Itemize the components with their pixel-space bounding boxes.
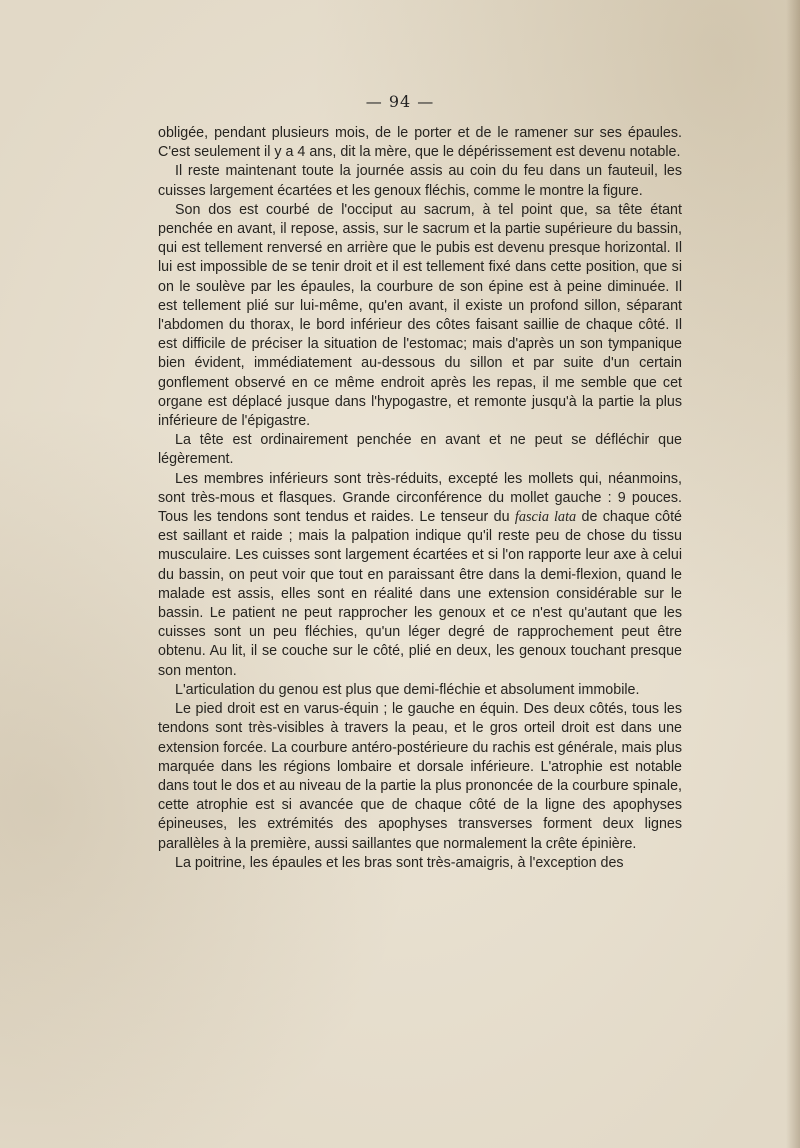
body-text bbox=[158, 124, 682, 873]
paragraph: La poitrine, les épaules et les bras sont très-amaigris, à l'exception des bbox=[175, 854, 624, 871]
page-edge-shadow bbox=[786, 0, 800, 1148]
paragraph bbox=[158, 470, 682, 681]
paragraph: Il reste maintenant toute la journée assis au coin du feu dans un fauteuil, les cuisses largement écartées et les genoux fléchis, comme le montre la figure. bbox=[158, 163, 682, 199]
paragraph: La tête est ordinairement penchée en avant et ne peut se défléchir que légèrement. bbox=[158, 432, 682, 468]
paragraph: obligée, pendant plusieurs mois, de le porter et de le ramener sur ses épaules. C'est seulement il y a 4 ans, dit la mère, que le dépérissement est devenu notable. bbox=[158, 125, 682, 161]
paragraph: L'articulation du genou est plus que demi-fléchie et absolument immobile. bbox=[175, 681, 640, 698]
text-run: Les membres inférieurs sont très-réduits, excepté les mollets qui, néanmoins, sont très-mous et flasques. Grande circonférence du mollet gauche : 9 pouces. Tous les tendons sont tendus et raides. Le tenseur du bbox=[158, 470, 682, 526]
text-run: de chaque côté est saillant et raide ; mais la palpation indique qu'il reste peu de chose du tissu musculaire. Les cuisses sont largement écartées et si l'on rapporte leur axe à celui du bassin, on peut voir que tout en paraissant être dans la demi-flexion, quand le malade est assis, elles sont en réalité dans une extension considérable sur le bassin. Le patient ne peut rapprocher les genoux et ce n'est qu'autant que les cuisses sont un peu fléchies, qu'un léger degré de rapprochement peut être obtenu. Au lit, il se couche sur le côté, plié en deux, les genoux touchant presque son menton. bbox=[158, 509, 683, 679]
italic-term: fascia lata bbox=[514, 509, 577, 526]
page-number: — 94 — bbox=[365, 92, 435, 111]
paragraph: Le pied droit est en varus-équin ; le gauche en équin. Des deux côtés, tous les tendons sont très-visibles à travers la peau, et le gros orteil droit est dans une extension forcée. La courbure antéro-postérieure du rachis est générale, mais plus marquée dans les régions lombaire et dorsale inférieure. L'atrophie est notable dans tout le dos et au niveau de la partie la plus prononcée de la courbure spinale, cette atrophie est si avancée que de chaque côté de la ligne des apophyses épineuses, les extrémités des apophyses transverses forment deux lignes parallèles à la première, aussi saillantes que normalement la crête épinière. bbox=[158, 701, 682, 852]
paragraph: Son dos est courbé de l'occiput au sacrum, à tel point que, sa tête étant penchée en avant, il repose, assis, sur le sacrum et la partie supérieure du bassin, qui est tellement renversé en arrière que le pubis est devenu presque horizontal. Il lui est impossible de se tenir droit et il est tellement fixé dans cette position, que si on le soulève par les épaules, la courbure de son épine est à peine diminuée. Il est tellement plié sur lui-même, qu'en avant, il existe un profond sillon, séparant l'abdomen du thorax, le bord inférieur des côtes faisant saillie de chaque côté. Il est difficile de préciser la situation de l'estomac; mais d'après un son tympanique bien évident, immédiatement au-dessous du sillon et par suite d'un certain gonflement observé en ce même endroit après les repas, il me semble que cet organe est déplacé jusque dans l'hypogastre, et remonte jusqu'à la partie la plus inférieure de l'épigastre. bbox=[158, 201, 682, 430]
